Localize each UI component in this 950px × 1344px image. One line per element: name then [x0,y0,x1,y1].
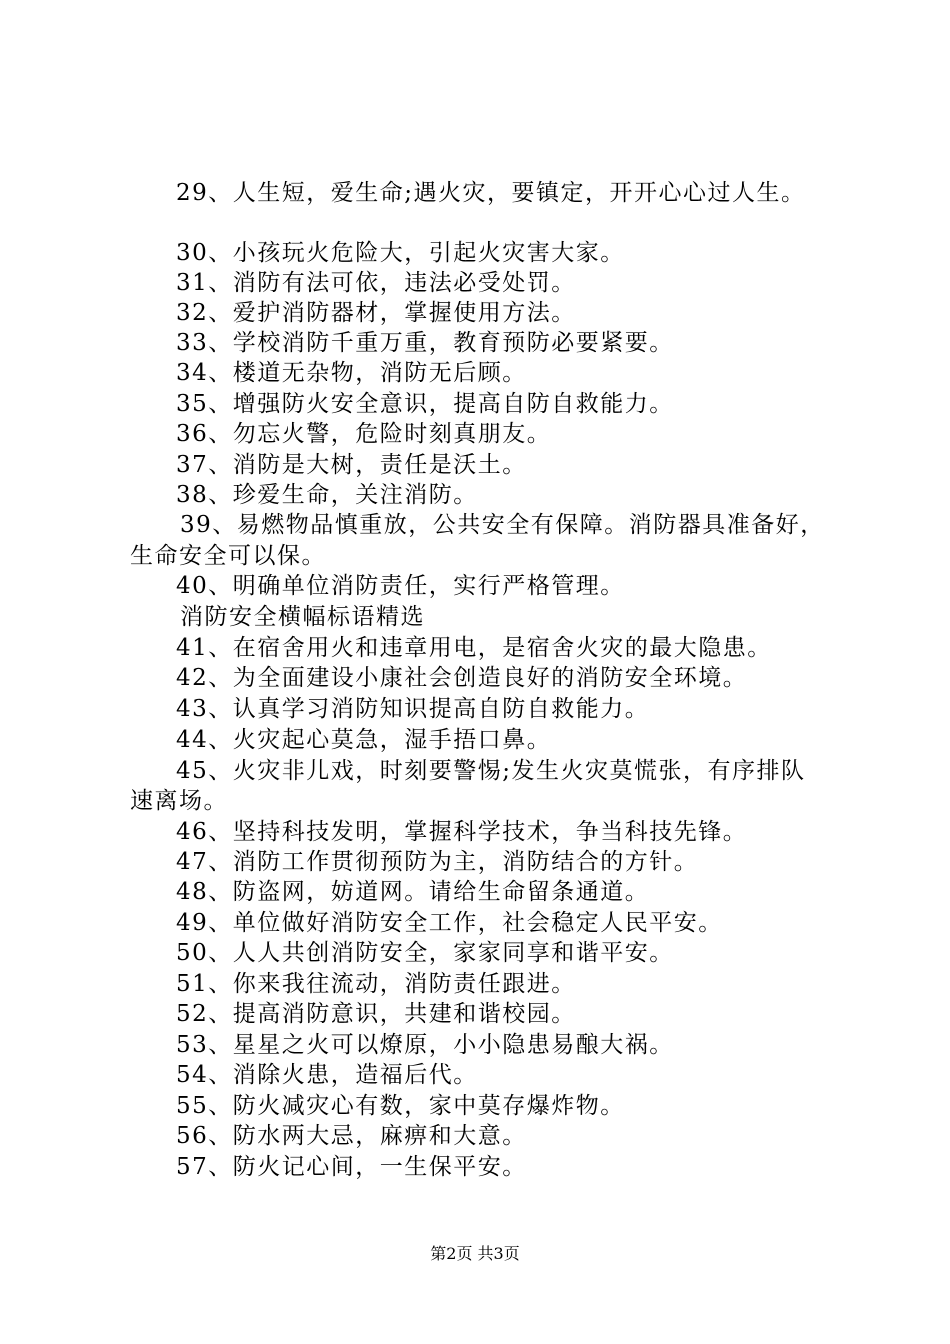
slogan-50: 50、人人共创消防安全，家家同享和谐平安。 [176,940,674,966]
slogan-42: 42、为全面建设小康社会创造良好的消防安全环境。 [176,665,748,691]
slogan-41: 41、在宿舍用火和违章用电，是宿舍火灾的最大隐患。 [176,635,772,661]
slogan-57: 57、防火记心间，一生保平安。 [176,1154,527,1180]
slogan-44: 44、火灾起心莫急，湿手捂口鼻。 [176,727,552,753]
slogan-49: 49、单位做好消防安全工作，社会稳定人民平安。 [176,910,723,936]
slogan-38: 38、珍爱生命，关注消防。 [176,482,478,508]
slogan-45-continued: 速离场。 [130,788,228,814]
slogan-39: 39、易燃物品慎重放，公共安全有保障。消防器具准备好， [180,512,825,538]
slogan-48: 48、防盗网，妨道网。请给生命留条通道。 [176,879,650,905]
slogan-51: 51、你来我往流动，消防责任跟进。 [176,971,576,997]
slogan-32: 32、爱护消防器材，掌握使用方法。 [176,300,576,326]
slogan-47: 47、消防工作贯彻预防为主，消防结合的方针。 [176,849,699,875]
slogan-45: 45、火灾非儿戏，时刻要警惕;发生火灾莫慌张，有序排队 [176,758,806,784]
section-heading: 消防安全横幅标语精选 [180,604,425,630]
slogan-30: 30、小孩玩火危险大，引起火灾害大家。 [176,240,625,266]
slogan-53: 53、星星之火可以燎原，小小隐患易酿大祸。 [176,1032,674,1058]
slogan-43: 43、认真学习消防知识提高自防自救能力。 [176,696,650,722]
slogan-55: 55、防火减灾心有数，家中莫存爆炸物。 [176,1093,625,1119]
slogan-34: 34、楼道无杂物，消防无后顾。 [176,360,527,386]
slogan-36: 36、勿忘火警，危险时刻真朋友。 [176,421,552,447]
slogan-29: 29、人生短，爱生命;遇火灾，要镇定，开开心心过人生。 [176,180,806,206]
slogan-33: 33、学校消防千重万重，教育预防必要紧要。 [176,330,674,356]
slogan-56: 56、防水两大忌，麻痹和大意。 [176,1123,527,1149]
slogan-31: 31、消防有法可依，违法必受处罚。 [176,270,576,296]
slogan-40: 40、明确单位消防责任，实行严格管理。 [176,573,625,599]
slogan-52: 52、提高消防意识，共建和谐校园。 [176,1001,576,1027]
slogan-35: 35、增强防火安全意识，提高自防自救能力。 [176,391,674,417]
page-footer: 第2页 共3页 [430,1244,520,1263]
slogan-46: 46、坚持科技发明，掌握科学技术，争当科技先锋。 [176,819,748,845]
slogan-39-continued: 生命安全可以保。 [130,543,326,569]
slogan-54: 54、消除火患，造福后代。 [176,1062,478,1088]
slogan-37: 37、消防是大树，责任是沃土。 [176,452,527,478]
